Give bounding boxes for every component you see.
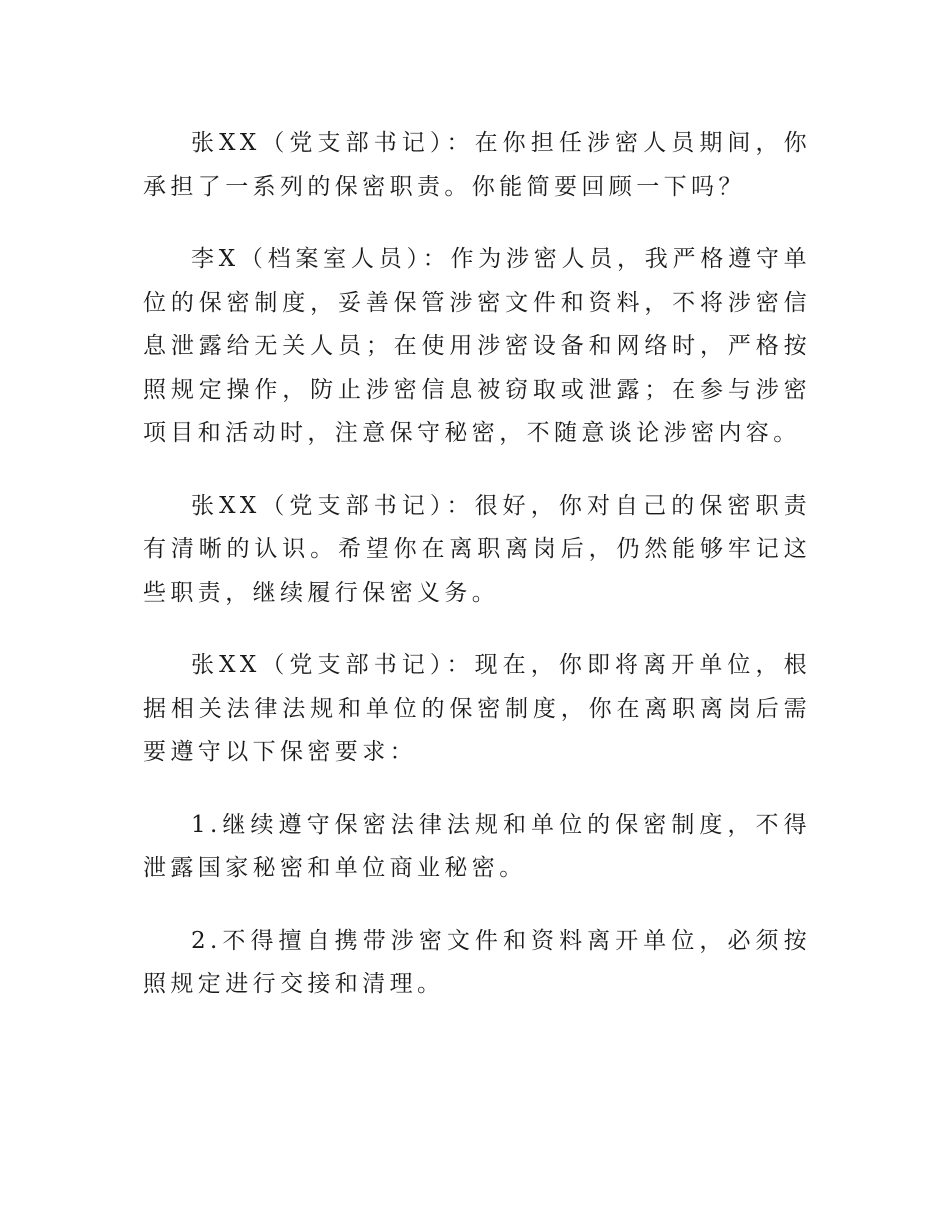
dialogue-paragraph-secretary-question: 张XX（党支部书记）：在你担任涉密人员期间，你承担了一系列的保密职责。你能简要回顾一下吗？ (143, 130, 811, 200)
dialogue-paragraph-secretary-response: 张XX（党支部书记）：很好，你对自己的保密职责有清晰的认识。希望你在离职离岗后，仍然能够牢记这些职责，继续履行保密义务。 (143, 492, 811, 606)
dialogue-paragraph-secretary-requirements: 张XX（党支部书记）：现在，你即将离开单位，根据相关法律法规和单位的保密制度，你在离职离岗后需要遵守以下保密要求： (143, 652, 811, 765)
requirement-item-1: 1.继续遵守保密法律法规和单位的保密制度，不得泄露国家秘密和单位商业秘密。 (143, 811, 811, 881)
document-body (143, 122, 811, 1036)
dialogue-paragraph-archivist-answer: 李X（档案室人员）：作为涉密人员，我严格遵守单位的保密制度，妥善保管涉密文件和资料，不将涉密信息泄露给无关人员；在使用涉密设备和网络时，严格按照规定操作，防止涉密信息被窃取或泄露；在参与涉密项目和活动时，注意保守秘密，不随意谈论涉密内容。 (143, 246, 811, 446)
requirement-item-2: 2.不得擅自携带涉密文件和资料离开单位，必须按照规定进行交接和清理。 (143, 927, 811, 997)
